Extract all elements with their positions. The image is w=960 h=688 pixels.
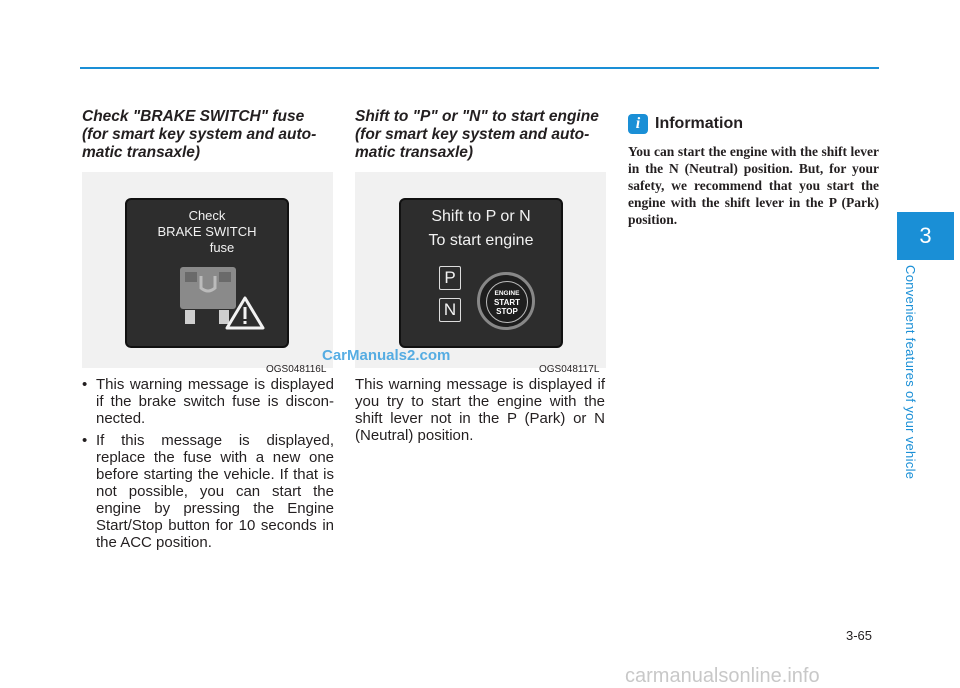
info-text: You can start the engine with the shift lever in the N (Neutral) position. But, for your safety, we recommend that you start the engine with the shift lever in the P (Park) position. [628,144,879,227]
paragraph-shift: This warning message is displayed if you try to start the engine with the shift lever not in the P (Park) or N (Neutral) position. [355,376,605,444]
watermark-bottom: carmanualsonline.info [625,665,820,687]
button-line: STOP [496,306,518,316]
warning-triangle-icon [225,296,265,330]
figure-code: OGS048116L [266,364,327,375]
park-indicator: P [439,266,461,290]
list-item: • If this message is displayed, replace the fuse with a new one before starting the vehicle. If that is not possible, you can start the engine by pressing the Engine Start/Stop button for 10 seconds in the ACC position. [82,432,334,551]
screen-line: BRAKE SWITCH [157,224,257,239]
chapter-tab: 3 [897,212,954,260]
screen-line: Shift to P or N [431,208,531,225]
cluster-display [125,198,289,348]
neutral-indicator: N [439,298,461,322]
engine-start-stop-button-icon [477,272,535,330]
bullet-list [82,376,334,556]
watermark-top: CarManuals2.com [322,347,451,364]
button-line: ENGINE [494,289,520,297]
top-rule [80,67,879,69]
button-line: START [493,297,521,307]
screen-line: Check [188,208,226,223]
screen-line: fuse [209,240,235,255]
information-icon: i [628,114,648,134]
info-header [628,114,743,134]
chapter-label-text: Convenient features of your vehicle [903,265,918,480]
chapter-label [904,265,924,495]
page-number: 3-65 [846,628,873,643]
figure-shift-p-n [355,172,606,368]
section-shift-p-n [355,108,607,162]
heading-shift-p-n: Shift to "P" or "N" to start engine (for smart key system and auto-matic transaxle) [355,108,599,161]
list-item: • This warning message is displayed if the brake switch fuse is discon-nected. [82,376,334,427]
screen-line: To start engine [428,232,534,249]
info-title: Information [655,115,743,132]
section-brake-switch [82,108,334,162]
figure-code: OGS048117L [539,364,600,375]
heading-brake-switch: Check "BRAKE SWITCH" fuse (for smart key system and auto-matic transaxle) [82,108,317,161]
figure-brake-switch [82,172,333,368]
cluster-display [399,198,563,348]
